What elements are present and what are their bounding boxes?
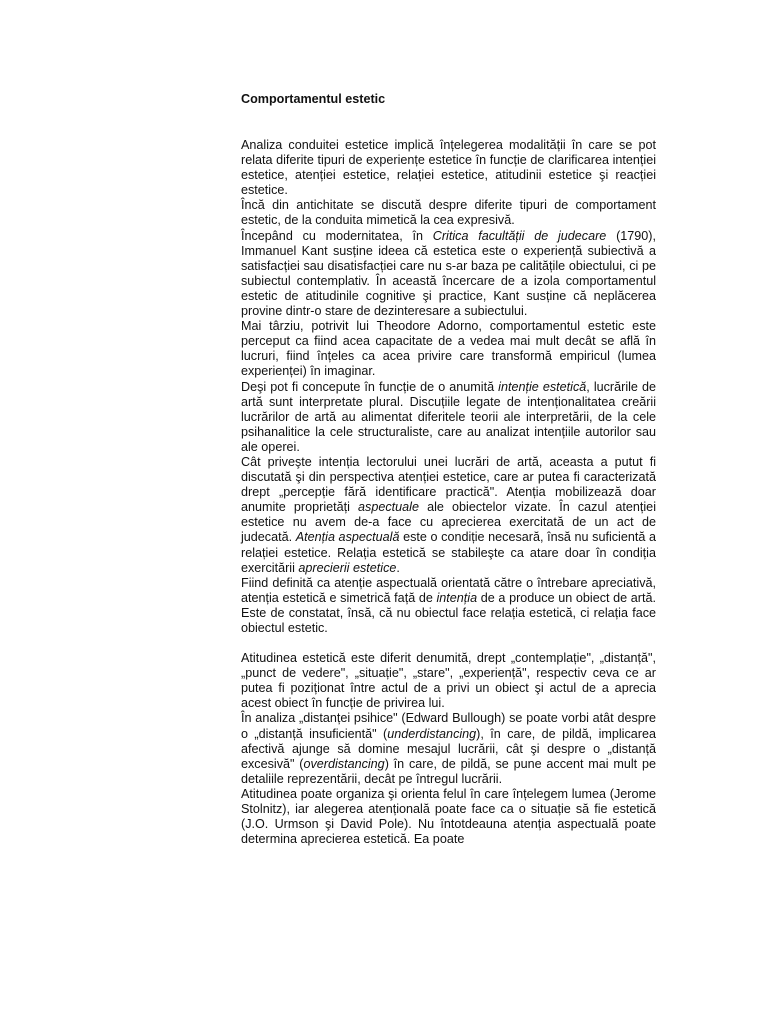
italic-text-run: Atenția aspectuală (295, 530, 400, 545)
text-run: Analiza conduitei estetice implică înțelegerea modalității în care se pot relata diferite tipuri de experiențe estetice în funcție de clarificarea intenției estetice, atenției estetice, relației estetice, atitudinii estetice şi reacției estetice. (241, 138, 656, 198)
paragraph (241, 229, 656, 320)
paragraph (241, 319, 656, 379)
italic-text-run: aprecierii estetice (298, 560, 397, 575)
text-run: Atitudinea poate organiza şi orienta felul în care înțelegem lumea (Jerome Stolnitz), iar alegerea atențională poate face ca o situație să fie estetică (J.O. Urmson şi David Pole). Nu întotdeauna atenția aspectuală poate determina aprecierea estetică. Ea poate (241, 786, 656, 847)
paragraph (241, 455, 656, 576)
document-body (241, 138, 656, 847)
paragraph (241, 380, 656, 455)
document-section-1 (241, 138, 656, 636)
text-run: Atitudinea estetică este diferit denumită, drept „contemplație", „distanță", „punct de vedere", „situație", „stare", „experiență", respectiv ceva ce ar putea fi poziționat între actul de a privi un obiect şi actul de a aprecia acest obiect în funcție de privirea lui. (241, 651, 656, 711)
paragraph (241, 576, 656, 636)
italic-text-run: intenție estetică (498, 379, 587, 394)
italic-text-run: underdistancing (387, 726, 477, 741)
text-run: În analiza „distanței psihice" (Edward Bullough) se poate vorbi atât despre o „distanță insuficientă" ( (241, 711, 656, 741)
text-run: ale obiectelor vizate. În cazul atenției estetice nu avem de-a face cu aprecierea exercitată de un act de judecată. (241, 500, 656, 545)
paragraph (241, 711, 656, 786)
italic-text-run: aspectuale (358, 500, 419, 515)
text-run: de a produce un obiect de artă. Este de constatat, însă, că nu obiectul face relația estetică, ci relația face obiectul estetic. (241, 590, 656, 635)
text-run: ) în care, de pildă, se pune accent mai mult pe detaliile reprezentării, decât pe întregul lucrării. (241, 756, 656, 786)
text-run: este o condiție necesară, însă nu suficientă a relației estetice. Relația estetică se stabileşte ca atare doar în condiția exercitării (241, 530, 656, 575)
text-run: . (396, 560, 400, 575)
italic-text-run: overdistancing (303, 756, 385, 771)
italic-text-run: Critica facultății de judecare (432, 228, 607, 243)
text-run: (1790), Immanuel Kant susține ideea că estetica este o experiență subiectivă a satisfacției sau disatisfacției care nu s-ar baza pe calitățile obiectului, ci pe subiectul contemplativ. În această încercare de a izola comportamentul estetic de atitudinile cognitive şi practice, Kant susține că neplăcerea provine dintr-o stare de dezinteresare a subiectului. (241, 228, 656, 319)
text-run: ), în care, de pildă, implicarea afectivă ajunge să domine mesajul lucrării, cât şi despre o „distanță excesivă" ( (241, 726, 656, 771)
section-gap (241, 636, 656, 651)
text-run: Deşi pot fi concepute în funcție de o anumită (241, 379, 499, 394)
text-run: Încă din antichitate se discută despre diferite tipuri de comportament estetic, de la conduita mimetică la cea expresivă. (241, 198, 656, 228)
paragraph (241, 787, 656, 847)
text-run: Fiind definită ca atenție aspectuală orientată către o întrebare apreciativă, atenția estetică e simetrică față de (241, 575, 656, 605)
paragraph (241, 198, 656, 228)
document-title: Comportamentul estetic (241, 92, 386, 106)
text-run: Mai târziu, potrivit lui Theodore Adorno, comportamentul estetic este perceput ca fiind acea capacitate de a vedea mai mult decât se află în lucruri, fiind înțeles ca acea privire care transformă empiricul (lumea experienței) în imaginar. (241, 319, 656, 379)
text-run: Cât priveşte intenția lectorului unei lucrări de artă, aceasta a putut fi discutată şi din perspectiva atenției estetice, care ar putea fi caracterizată drept „percepție fără identificare practică". Atenția mobilizează doar anumite proprietăți (241, 454, 656, 515)
italic-text-run: intenția (436, 590, 478, 605)
paragraph (241, 138, 656, 198)
text-run: , lucrările de artă sunt interpretate plural. Discuțiile legate de intenționalitatea creării lucrărilor de artă au alimentat diferitele teorii ale interpretării, de la cele psihanalitice la cele structuraliste, care au analizat intențiile autorilor sau ale operei. (241, 379, 657, 454)
document-section-2 (241, 651, 656, 847)
text-run: Începând cu modernitatea, în (241, 228, 433, 243)
paragraph (241, 651, 656, 711)
